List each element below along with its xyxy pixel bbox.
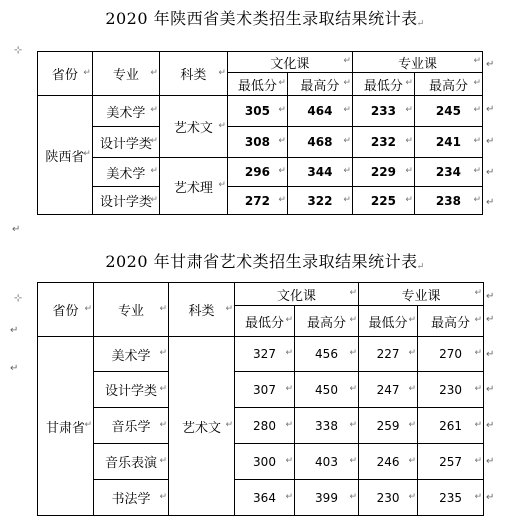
culture-max-cell: 468 ↵ xyxy=(287,127,352,158)
header-pro-min: 最低分 ↵ xyxy=(352,73,414,96)
row-end-mark: ↵ xyxy=(486,456,495,467)
category-cell: 艺术文 ↵ xyxy=(159,96,227,158)
major-cell: 设计学类 ↵ xyxy=(92,187,159,215)
major-cell: 美术学 ↵ xyxy=(94,337,169,372)
pro-max-cell: 245 ↵ xyxy=(414,96,482,127)
pro-max-cell: 235 ↵ xyxy=(418,480,484,516)
major-cell: 音乐学 ↵ xyxy=(94,408,169,444)
major-cell: 设计学类 ↵ xyxy=(92,127,159,158)
pro-max-cell: 257 ↵ xyxy=(418,444,484,480)
pro-max-cell: 241 ↵ xyxy=(414,127,482,158)
row-end-mark: ↵ xyxy=(486,197,495,208)
row-end-mark: ↵ xyxy=(486,59,495,70)
header-pro-max: 最高分 ↵ xyxy=(418,306,484,337)
table2 xyxy=(37,282,484,516)
culture-max-cell: 464 ↵ xyxy=(287,96,352,127)
header-province: 省份 ↵ xyxy=(38,283,94,337)
culture-max-cell: 450 ↵ xyxy=(295,372,359,408)
table2-title: 2020 年甘肃省艺术类招生录取结果统计表↵ xyxy=(105,252,425,272)
pro-min-cell: 233 ↵ xyxy=(352,96,414,127)
pro-min-cell: 227 ↵ xyxy=(359,337,418,372)
culture-max-cell: 403 ↵ xyxy=(295,444,359,480)
pro-max-cell: 270 ↵ xyxy=(418,337,484,372)
paragraph-mark: ↵ xyxy=(12,224,21,235)
culture-min-cell: 364 ↵ xyxy=(235,480,295,516)
culture-max-cell: 456 ↵ xyxy=(295,337,359,372)
row-end-mark: ↵ xyxy=(486,349,495,360)
culture-min-cell: 327 ↵ xyxy=(235,337,295,372)
major-cell: 美术学 ↵ xyxy=(92,158,159,187)
header-major: 专业 ↵ xyxy=(94,283,169,337)
province-cell: 陕西省 ↵ xyxy=(38,96,93,215)
row-end-mark: ↵ xyxy=(486,291,495,302)
culture-max-cell: 338 ↵ xyxy=(295,408,359,444)
major-cell: 音乐表演 ↵ xyxy=(94,444,169,480)
culture-min-cell: 300 ↵ xyxy=(235,444,295,480)
major-cell: 设计学类 ↵ xyxy=(94,372,169,408)
culture-min-cell: 280 ↵ xyxy=(235,408,295,444)
province-cell: 甘肃省 ↵ xyxy=(38,337,94,516)
header-major: 专业 ↵ xyxy=(92,52,159,96)
row-end-mark: ↵ xyxy=(486,420,495,431)
table1-title: 2020 年陕西省美术类招生录取结果统计表↵ xyxy=(105,9,425,29)
culture-min-cell: 272 ↵ xyxy=(227,187,287,215)
culture-max-cell: 344 ↵ xyxy=(287,158,352,187)
header-culture-min: 最低分 ↵ xyxy=(235,306,295,337)
header-culture-max: 最高分 ↵ xyxy=(287,73,352,96)
paragraph-mark: ↵ xyxy=(10,363,19,374)
row-end-mark: ↵ xyxy=(486,104,495,115)
header-professional: 专业课 ↵ xyxy=(359,283,484,306)
pro-min-cell: 229 ↵ xyxy=(352,158,414,187)
header-pro-max: 最高分 ↵ xyxy=(414,73,482,96)
pro-min-cell: 259 ↵ xyxy=(359,408,418,444)
header-category: 科类 ↵ xyxy=(159,52,227,96)
header-culture: 文化课 ↵ xyxy=(235,283,359,306)
major-cell: 书法学 ↵ xyxy=(94,480,169,516)
header-pro-min: 最低分 ↵ xyxy=(359,306,418,337)
culture-min-cell: 296 ↵ xyxy=(227,158,287,187)
major-cell: 美术学 ↵ xyxy=(92,96,159,127)
pro-min-cell: 246 ↵ xyxy=(359,444,418,480)
header-culture: 文化课 ↵ xyxy=(227,52,352,73)
header-province: 省份 ↵ xyxy=(38,52,93,96)
category-cell: 艺术理 ↵ xyxy=(159,158,227,215)
row-end-mark: ↵ xyxy=(486,167,495,178)
pro-max-cell: 238 ↵ xyxy=(414,187,482,215)
pro-min-cell: 232 ↵ xyxy=(352,127,414,158)
pro-min-cell: 247 ↵ xyxy=(359,372,418,408)
row-end-mark: ↵ xyxy=(486,492,495,503)
header-category: 科类 ↵ xyxy=(169,283,235,337)
anchor-mark: ⊹ xyxy=(14,45,23,56)
category-cell: 艺术文 ↵ xyxy=(169,337,235,516)
culture-min-cell: 308 ↵ xyxy=(227,127,287,158)
culture-min-cell: 307 ↵ xyxy=(235,372,295,408)
pro-min-cell: 230 ↵ xyxy=(359,480,418,516)
anchor-mark: ⊹ xyxy=(14,293,23,304)
culture-max-cell: 322 ↵ xyxy=(287,187,352,215)
pro-max-cell: 261 ↵ xyxy=(418,408,484,444)
header-culture-max: 最高分 ↵ xyxy=(295,306,359,337)
culture-max-cell: 399 ↵ xyxy=(295,480,359,516)
pro-max-cell: 234 ↵ xyxy=(414,158,482,187)
header-culture-min: 最低分 ↵ xyxy=(227,73,287,96)
table1 xyxy=(37,51,483,215)
culture-min-cell: 305 ↵ xyxy=(227,96,287,127)
header-professional: 专业课 ↵ xyxy=(352,52,482,73)
paragraph-mark: ↵ xyxy=(10,325,19,336)
pro-max-cell: 230 ↵ xyxy=(418,372,484,408)
pro-min-cell: 225 ↵ xyxy=(352,187,414,215)
row-end-mark: ↵ xyxy=(486,136,495,147)
row-end-mark: ↵ xyxy=(486,314,495,325)
row-end-mark: ↵ xyxy=(486,384,495,395)
